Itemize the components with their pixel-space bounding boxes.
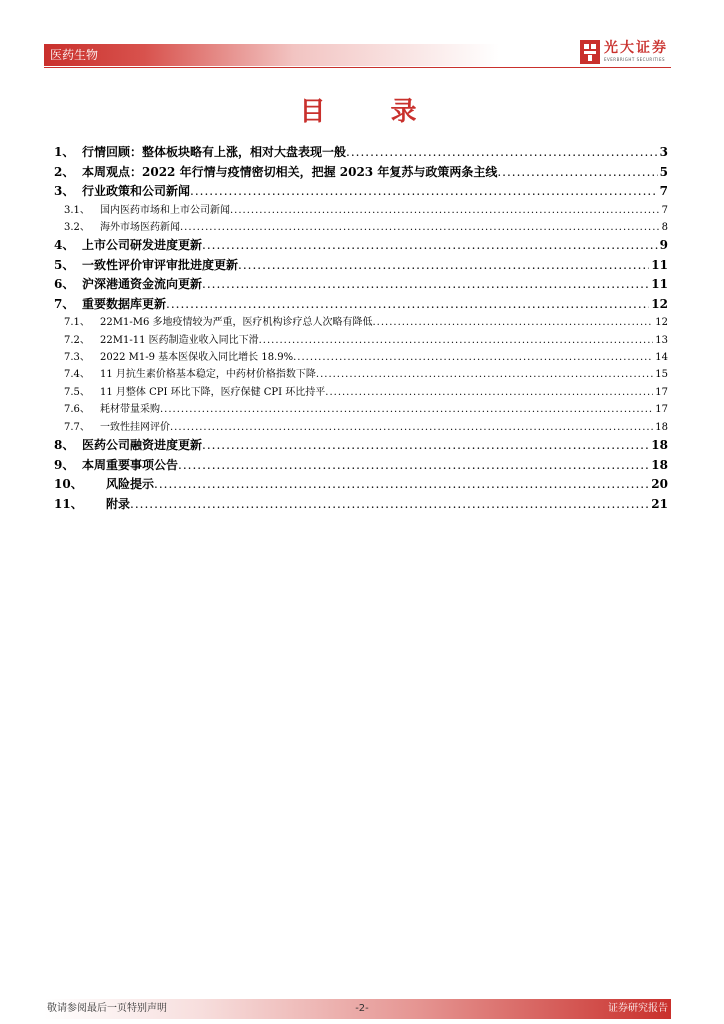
toc-entry-title: 风险提示 xyxy=(106,477,155,492)
toc-leader-dots xyxy=(180,219,660,236)
toc-entry[interactable] xyxy=(54,236,668,256)
toc-entry-number: 1、 xyxy=(54,145,75,159)
toc-leader-dots xyxy=(325,384,653,401)
toc-entry-title: 一致性挂网评价 xyxy=(100,421,170,433)
toc-entry-number: 7.6、 xyxy=(64,404,90,416)
toc-entry-number: 3、 xyxy=(54,184,75,198)
toc-entry[interactable] xyxy=(54,456,668,476)
toc-leader-dots xyxy=(316,366,653,383)
toc-entry-page: 17 xyxy=(655,404,668,416)
toc-entry-page: 18 xyxy=(651,457,668,472)
toc-entry-page: 9 xyxy=(659,238,668,253)
toc-entry-number: 7、 xyxy=(54,296,75,311)
toc-entry-page: 11 xyxy=(651,257,668,272)
toc-entry-title: 22M1-M6 多地疫情较为严重，医疗机构诊疗总人次略有降低 xyxy=(100,317,373,329)
toc-entry-page: 5 xyxy=(659,164,668,179)
toc-entry-page: 8 xyxy=(661,221,668,233)
page-number: -2- xyxy=(355,1003,369,1014)
toc-entry-page: 7 xyxy=(661,204,668,216)
toc-leader-dots xyxy=(230,202,660,219)
footer-report-type: 证券研究报告 xyxy=(608,1003,668,1014)
toc-entry-number: 11、 xyxy=(54,496,83,511)
toc-leader-dots xyxy=(373,314,654,331)
toc-leader-dots xyxy=(178,456,649,476)
toc-leader-dots xyxy=(190,182,658,202)
toc-entry[interactable] xyxy=(54,332,668,349)
toc-entry-title: 一致性评价审评审批进度更新 xyxy=(82,257,239,272)
logo-mark-icon xyxy=(580,40,600,64)
toc-entry-title: 本周重要事项公告 xyxy=(82,457,179,472)
toc-entry-title: 重要数据库更新 xyxy=(82,296,167,311)
toc-entry-page: 12 xyxy=(655,317,668,329)
company-logo xyxy=(580,40,672,66)
toc-entry[interactable] xyxy=(54,401,668,418)
toc-entry-page: 15 xyxy=(655,369,668,381)
toc-entry-number: 2、 xyxy=(54,164,75,179)
toc-entry-page: 18 xyxy=(655,421,668,433)
toc-entry-page: 14 xyxy=(655,352,668,364)
toc-entry[interactable] xyxy=(54,143,668,163)
toc-leader-dots xyxy=(202,275,649,295)
toc-leader-dots xyxy=(202,436,649,456)
toc-entry-number: 6、 xyxy=(54,277,75,292)
page-title: 目 录 xyxy=(299,97,445,127)
toc-leader-dots xyxy=(154,475,649,495)
toc-entry-title: 11 月抗生素价格基本稳定，中药材价格指数下降 xyxy=(100,369,316,381)
toc-entry-page: 17 xyxy=(655,386,668,398)
toc-entry[interactable] xyxy=(54,349,668,366)
toc-entry[interactable] xyxy=(54,202,668,219)
toc-leader-dots xyxy=(130,495,649,515)
toc-entry-page: 12 xyxy=(651,296,668,311)
toc-leader-dots xyxy=(293,349,653,366)
toc-leader-dots xyxy=(202,236,658,256)
toc-entry[interactable] xyxy=(54,219,668,236)
table-of-contents xyxy=(54,143,668,514)
toc-entry-number: 8、 xyxy=(54,438,75,453)
toc-entry-number: 7.1、 xyxy=(64,317,90,329)
toc-entry[interactable] xyxy=(54,384,668,401)
toc-entry-page: 11 xyxy=(651,277,668,292)
toc-leader-dots xyxy=(238,256,649,276)
toc-leader-dots xyxy=(346,143,658,163)
toc-leader-dots xyxy=(259,332,654,349)
toc-entry[interactable] xyxy=(54,182,668,202)
toc-entry[interactable] xyxy=(54,295,668,315)
toc-leader-dots xyxy=(170,419,653,436)
toc-entry-number: 7.4、 xyxy=(64,369,90,381)
toc-entry-number: 9、 xyxy=(54,457,75,472)
toc-entry-number: 7.2、 xyxy=(64,334,90,346)
toc-entry[interactable] xyxy=(54,495,668,515)
toc-entry[interactable] xyxy=(54,475,668,495)
logo-text: 光大证券 xyxy=(604,40,668,56)
header-band xyxy=(44,44,499,66)
footer-disclaimer: 敬请参阅最后一页特别声明 xyxy=(47,1003,167,1014)
toc-entry-title: 行业政策和公司新闻 xyxy=(82,184,191,198)
toc-entry-number: 10、 xyxy=(54,477,83,492)
toc-entry-number: 4、 xyxy=(54,238,75,253)
toc-entry-title: 沪深港通资金流向更新 xyxy=(82,277,203,292)
toc-entry-title: 11 月整体 CPI 环比下降，医疗保健 CPI 环比持平 xyxy=(100,386,326,398)
toc-leader-dots xyxy=(166,295,649,315)
toc-entry[interactable] xyxy=(54,314,668,331)
toc-entry-page: 18 xyxy=(651,438,668,453)
toc-entry-title: 耗材带量采购 xyxy=(100,404,160,416)
toc-leader-dots xyxy=(497,163,657,183)
toc-entry-page: 20 xyxy=(651,477,668,492)
toc-entry-number: 7.3、 xyxy=(64,352,90,364)
toc-entry-title: 附录 xyxy=(106,496,131,511)
toc-entry-page: 13 xyxy=(655,334,668,346)
toc-entry-page: 7 xyxy=(659,184,668,198)
header-section-label: 医药生物 xyxy=(50,48,99,62)
toc-entry-number: 7.5、 xyxy=(64,386,90,398)
toc-entry-title: 22M1-11 医药制造业收入同比下滑 xyxy=(100,334,259,346)
toc-entry-title: 上市公司研发进度更新 xyxy=(82,238,203,253)
toc-entry-title: 2022 M1-9 基本医保收入同比增长 18.9% xyxy=(100,352,294,364)
toc-entry[interactable] xyxy=(54,275,668,295)
toc-entry[interactable] xyxy=(54,419,668,436)
toc-leader-dots xyxy=(160,401,653,418)
toc-entry-title: 国内医药市场和上市公司新闻 xyxy=(100,204,230,216)
toc-entry-title: 医药公司融资进度更新 xyxy=(82,438,203,453)
toc-entry[interactable] xyxy=(54,366,668,383)
toc-entry-page: 21 xyxy=(651,496,668,511)
toc-entry-number: 7.7、 xyxy=(64,421,90,433)
toc-entry-number: 5、 xyxy=(54,257,75,272)
toc-entry-page: 3 xyxy=(659,145,668,159)
toc-entry-title: 本周观点：2022 年行情与疫情密切相关，把握 2023 年复苏与政策两条主线 xyxy=(82,164,498,179)
toc-entry[interactable] xyxy=(54,163,668,183)
toc-entry-title: 海外市场医药新闻 xyxy=(100,221,180,233)
toc-entry-number: 3.2、 xyxy=(64,221,90,233)
toc-entry-title: 行情回顾：整体板块略有上涨，相对大盘表现一般 xyxy=(82,145,347,159)
toc-entry[interactable] xyxy=(54,256,668,276)
toc-entry[interactable] xyxy=(54,436,668,456)
logo-subtext: EVERBRIGHT SECURITIES xyxy=(604,57,666,62)
toc-entry-number: 3.1、 xyxy=(64,204,90,216)
header-rule xyxy=(44,67,671,68)
